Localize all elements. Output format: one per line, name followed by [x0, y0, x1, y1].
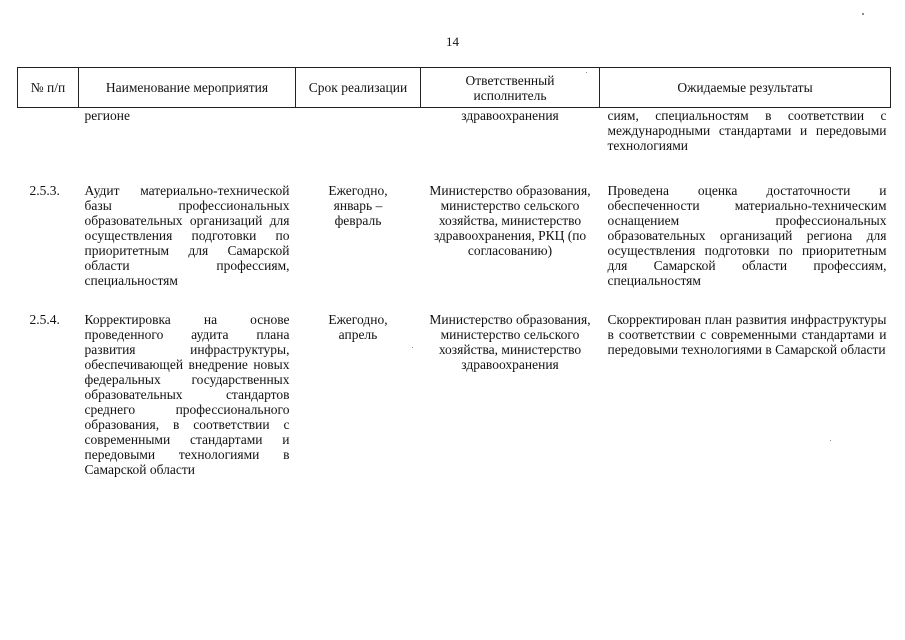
cell-term: Ежегодно, апрель: [328, 312, 388, 342]
cell-number: [18, 108, 79, 184]
table-header-row: [18, 68, 891, 108]
cell-name: Корректировка на основе проведенного аудита плана развития инфраструктуры, обеспечивающей внедрение новых федеральных государственных образовательных стандартов среднего профессионального образования, в соответствии с современными стандартами и передовыми технологиями в Самарской области: [84, 312, 290, 477]
header-name: Наименование мероприятия: [79, 68, 296, 108]
cell-responsible: Министерство образования, министерство сельского хозяйства, министерство здравоохранения, РКЦ (по согласованию): [429, 183, 591, 258]
header-responsible: Ответственный исполнитель: [421, 68, 600, 108]
table-row: [18, 312, 891, 477]
scan-speck: [830, 440, 831, 441]
cell-name: регионе: [84, 108, 130, 123]
table-row: [18, 183, 891, 312]
cell-result: сиям, специальностям в соответствии с международными стандартами и передовыми технологиями: [607, 108, 887, 153]
scan-speck: [412, 347, 413, 348]
cell-term: Ежегодно, январь – февраль: [328, 183, 388, 228]
cell-number: 2.5.4.: [29, 312, 60, 327]
action-plan-table: [17, 67, 891, 477]
cell-result: Скорректирован план развития инфраструктуры в соответствии с современными стандартами и передовыми технологиями в Самарской области: [607, 312, 887, 357]
cell-term: [296, 108, 421, 184]
cell-name: Аудит материально-технической базы профессиональных образовательных организаций для осуществления подготовки по приоритетным для Самарской области профессиям, специальностям: [84, 183, 290, 288]
cell-responsible: Министерство образования, министерство сельского хозяйства, министерство здравоохранения: [429, 312, 591, 372]
scan-speck: [586, 72, 587, 73]
cell-responsible: здравоохранения: [461, 108, 559, 123]
table-row-continuation: [18, 108, 891, 184]
header-number: № п/п: [18, 68, 79, 108]
header-results: Ожидаемые результаты: [600, 68, 891, 108]
cell-result: Проведена оценка достаточности и обеспеченности материально-техническим оснащением профессиональных образовательных организаций региона для осуществления подготовки по приоритетным для Самарской области профессиям, специальностям: [607, 183, 887, 288]
page-number: 14: [446, 34, 459, 49]
cell-number: 2.5.3.: [29, 183, 60, 198]
header-term: Срок реализации: [296, 68, 421, 108]
scan-speck: [862, 13, 864, 15]
